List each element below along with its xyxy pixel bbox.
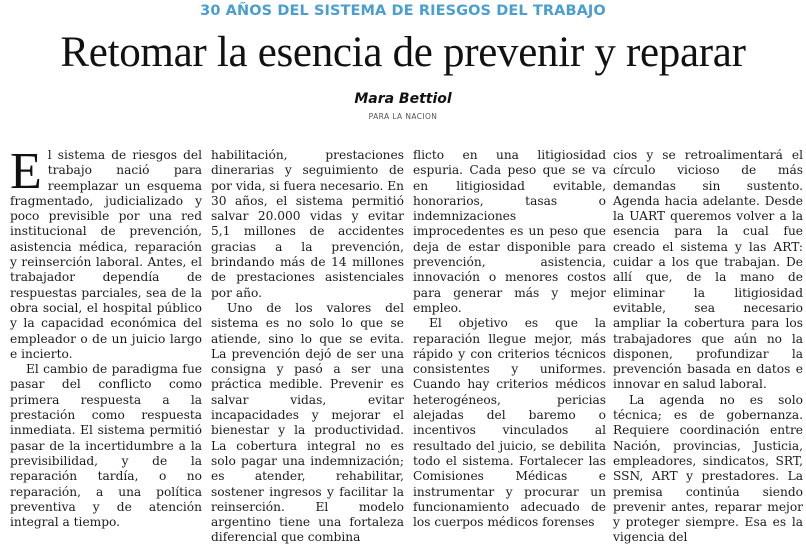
article-paragraph: El objetivo es que la reparación llegue mejor, más rápido y con criterios técnicos consistentes y uniformes. Cuando hay criterios médicos heterogéneos, pericias alejadas del baremo o incentivos vinculados al resultado del juicio, se debilita todo el sistema. Fortalecer las Comisiones Médicas e instrumentar y procurar un funcionamiento adecuado de los cuerpos médicos forenses bbox=[413, 316, 606, 530]
article-paragraph: cios y se retroalimentará el círculo vicioso de más demandas sin sustento. Agenda hacia adelante. Desde la UART queremos volver a la esencia para la cual fue creado el sistema y las ART: cuidar a los que trabajan. De allí que, de la mano de eliminar la litigiosidad evitable, sea necesario ampliar la cobertura para los trabajadores que aún no la disponen, profundizar la prevención basada en datos e innovar en salud laboral. bbox=[613, 148, 803, 392]
article-paragraph: habilitación, prestaciones dinerarias y seguimiento de por vida, si fuera necesario. En 30 años, el sistema permitió salvar 20.000 vidas y evitar 5,1 millones de accidentes gracias a la prevención, brindando más de 14 millones de prestaciones asistenciales por año. bbox=[211, 148, 404, 300]
author-credit: PARA LA NACION bbox=[368, 112, 438, 121]
article-author: Mara Bettiol bbox=[354, 91, 452, 107]
article-column-2 bbox=[211, 148, 404, 546]
article-paragraph: Uno de los valores del sistema es no solo lo que se atiende, sino lo que se evita. La prevención dejó de ser una consigna y pasó a ser una práctica medible. Prevenir es salvar vidas, evitar incapacidades y mejorar el bienestar y la productividad. La cobertura integral no es solo pagar una indemnización; es atender, rehabilitar, sostener ingresos y facilitar la reinserción. El modelo argentino tiene una fortaleza diferencial que combina bbox=[211, 300, 404, 545]
article-paragraph: La agenda no es solo técnica; es de gobernanza. Requiere coordinación entre Nación, provincias, Justicia, empleadores, sindicatos, SRT, SSN, ART y prestadores. La premisa continúa siendo prevenir antes, reparar mejor y proteger siempre. Esa es la vigencia del bbox=[613, 392, 803, 545]
article-column-3 bbox=[413, 148, 606, 530]
paragraph-text: l sistema de riesgos del trabajo nació para reemplazar un esquema fragmentado, judicializado y poco previsible por una red institucional de prevención, asistencia médica, reparación y reinserción laboral. Antes, el trabajador dependía de respuestas parciales, sea de la obra social, el hospital público y la capacidad económica del empleador o de un juicio largo e incierto. bbox=[10, 148, 202, 361]
article-headline: Retomar la esencia de prevenir y reparar bbox=[60, 29, 746, 76]
article-body bbox=[0, 143, 806, 545]
article-paragraph: El cambio de paradigma fue pasar del conflicto como primera respuesta a la prestación como respuesta inmediata. El sistema permitió pasar de la incertidumbre a la previsibilidad, y de la reparación tardía, o no reparación, a una política preventiva y de atención integral a tiempo. bbox=[10, 362, 202, 530]
article-column-4 bbox=[613, 148, 803, 546]
article-paragraph: flicto en una litigiosidad espuria. Cada peso que se va en litigiosidad evitable, honorarios, tasas o indemnizaciones improcedentes es un peso que deja de estar disponible para prevención, asistencia, innovación o menores costos para generar más y mejor empleo. bbox=[413, 148, 606, 315]
article-paragraph bbox=[10, 143, 202, 362]
article-column-1 bbox=[10, 143, 202, 530]
article-kicker: 30 AÑOS DEL SISTEMA DE RIESGOS DEL TRABAJO bbox=[200, 3, 606, 19]
drop-cap: E bbox=[10, 143, 42, 200]
